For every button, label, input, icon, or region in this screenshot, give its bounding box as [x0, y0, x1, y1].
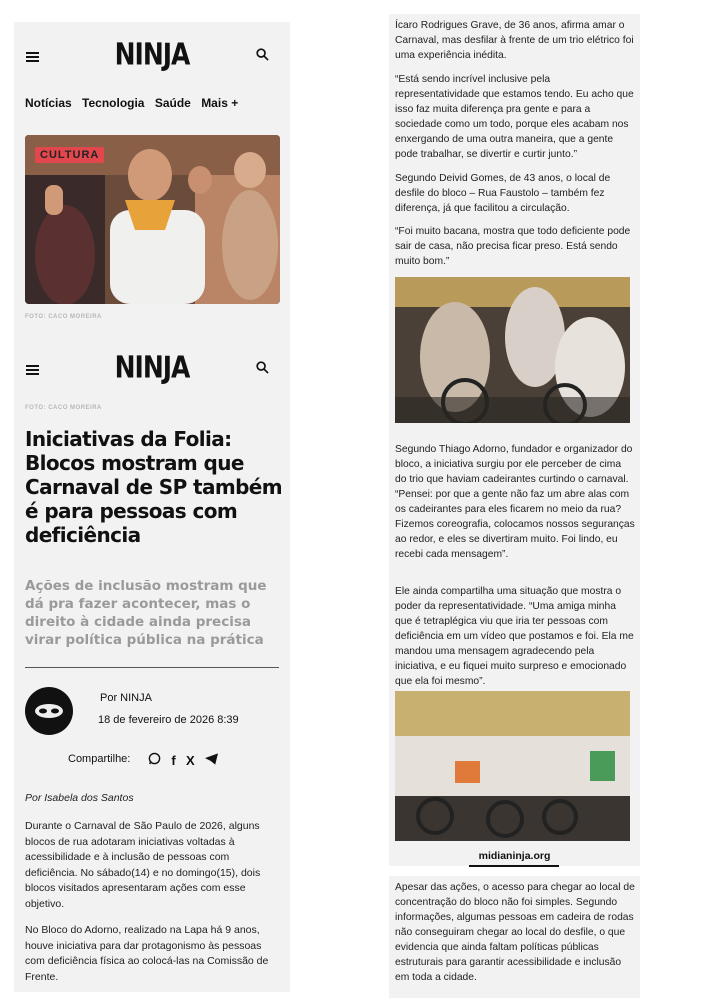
article-screen-left	[14, 22, 290, 992]
hero-photo[interactable]	[25, 135, 280, 304]
nav-item-saude[interactable]: Saúde	[154, 96, 191, 110]
x-icon[interactable]: X	[186, 753, 195, 768]
author-credit: Por Isabela dos Santos	[25, 792, 134, 804]
paragraph-2: No Bloco do Adorno, realizado na Lapa há 9 anos, houve iniciativa para dar protagonismo às pessoas com deficiência física ao colocá-las na Comissão de Frente.	[25, 924, 269, 983]
article-screen-right-continued	[389, 876, 640, 998]
nav-item-mais[interactable]: Mais +	[201, 96, 239, 110]
nav-item-noticias[interactable]: Notícias	[25, 96, 72, 110]
photo-bloco-group[interactable]	[395, 691, 630, 841]
share-label: Compartilhe:	[68, 753, 131, 765]
telegram-icon[interactable]	[205, 753, 218, 768]
byline[interactable]: Por NINJA	[100, 692, 152, 704]
article-subtitle: Ações de inclusão mostram que dá pra fazer acontecer, mas o direito à cidade ainda precisa virar política pública na prática	[25, 578, 267, 648]
search-icon[interactable]	[256, 361, 269, 374]
quote-deivid: “Foi muito bacana, mostra que todo deficiente pode sair de casa, não precisa ficar preso. Está sendo muito bom.”	[395, 226, 631, 267]
article-header	[14, 350, 290, 385]
paragraph-deivid: Segundo Deivid Gomes, de 43 anos, o local de desfile do bloco – Rua Faustolo – também fez diferença, já que facilitou a circulação.	[395, 173, 611, 214]
paragraph-thiago: Segundo Thiago Adorno, fundador e organizador do bloco, a iniciativa surgiu por ele perceber de cima do trio que haviam cadeirantes curtindo o carnaval. “Pensei: por que a gente não faz um abre alas com os cadeirantes para eles ficarem no meio da rua? Fizemos coreografia, colocamos nossos seguranças ao redor, e eles se divertiram muito. Foi lindo, eu recebi cada mensagem”.	[395, 444, 635, 560]
site-url[interactable]: midianinja.org	[478, 850, 551, 862]
facebook-icon[interactable]: f	[171, 753, 176, 768]
article-title: Iniciativas da Folia: Blocos mostram que Carnaval de SP também é para pessoas com deficiência	[25, 427, 283, 547]
photo-wheelchair-users[interactable]	[395, 277, 630, 423]
paragraph-icaro: Ícaro Rodrigues Grave, de 36 anos, afirma amar o Carnaval, mas desfilar à frente de um trio elétrico foi uma experiência inédita.	[395, 20, 634, 61]
article-screen-right	[389, 14, 640, 866]
category-nav	[25, 96, 245, 110]
whatsapp-icon[interactable]	[148, 752, 161, 768]
category-tag[interactable]: CULTURA	[35, 147, 104, 163]
ninja-logo[interactable]: NINJA	[114, 350, 190, 385]
nav-item-tecnologia[interactable]: Tecnologia	[82, 96, 145, 110]
ninja-logo[interactable]: NINJA	[114, 37, 190, 72]
search-icon[interactable]	[256, 48, 269, 61]
paragraph-acesso: Apesar das ações, o acesso para chegar ao local de concentração do bloco não foi simples. Segundo informações, algumas pessoas em cadeira de rodas não conseguiram chegar ao local do desfile, o que evidencia que ainda faltam políticas públicas estruturais para garantir acessibilidade e inclusão em toda a cidade.	[395, 882, 635, 983]
photo-caption: FOTO: CACO MOREIRA	[25, 405, 102, 411]
quote-icaro: “Está sendo incrível inclusive pela representatividade que estamos tendo. Eu acho que isso faz muita diferença pra gente e para a sociedade como um todo, porque eles acabam nos enxergando de uma outra maneira, que a gente pode trabalhar, se divertir e curtir junto.”	[395, 74, 634, 160]
divider	[25, 667, 279, 668]
home-indicator	[469, 865, 559, 867]
avatar[interactable]	[25, 687, 73, 735]
paragraph-representatividade: Ele ainda compartilha uma situação que mostra o poder da representatividade. “Uma amiga minha que é tetraplégica viu que iria ter pessoas com deficiência em um vídeo que postamos e foi. Ela me mandou uma mensagem agradecendo pela iniciativa, e eu fiquei muito surpreso e emocionado que ela foi mesmo”.	[395, 586, 634, 687]
photo-caption: FOTO: CACO MOREIRA	[25, 314, 102, 320]
share-icons	[148, 752, 225, 768]
paragraph-1: Durante o Carnaval de São Paulo de 2026, alguns blocos de rua adotaram iniciativas voltadas à acessibilidade e à inclusão de pessoas com deficiência. No sábado(14) e no domingo(15), dois blocos visitados apresentaram ações com esse objetivo.	[25, 820, 261, 910]
top-header	[14, 37, 290, 72]
publish-date: 18 de fevereiro de 2026 8:39	[98, 714, 239, 726]
